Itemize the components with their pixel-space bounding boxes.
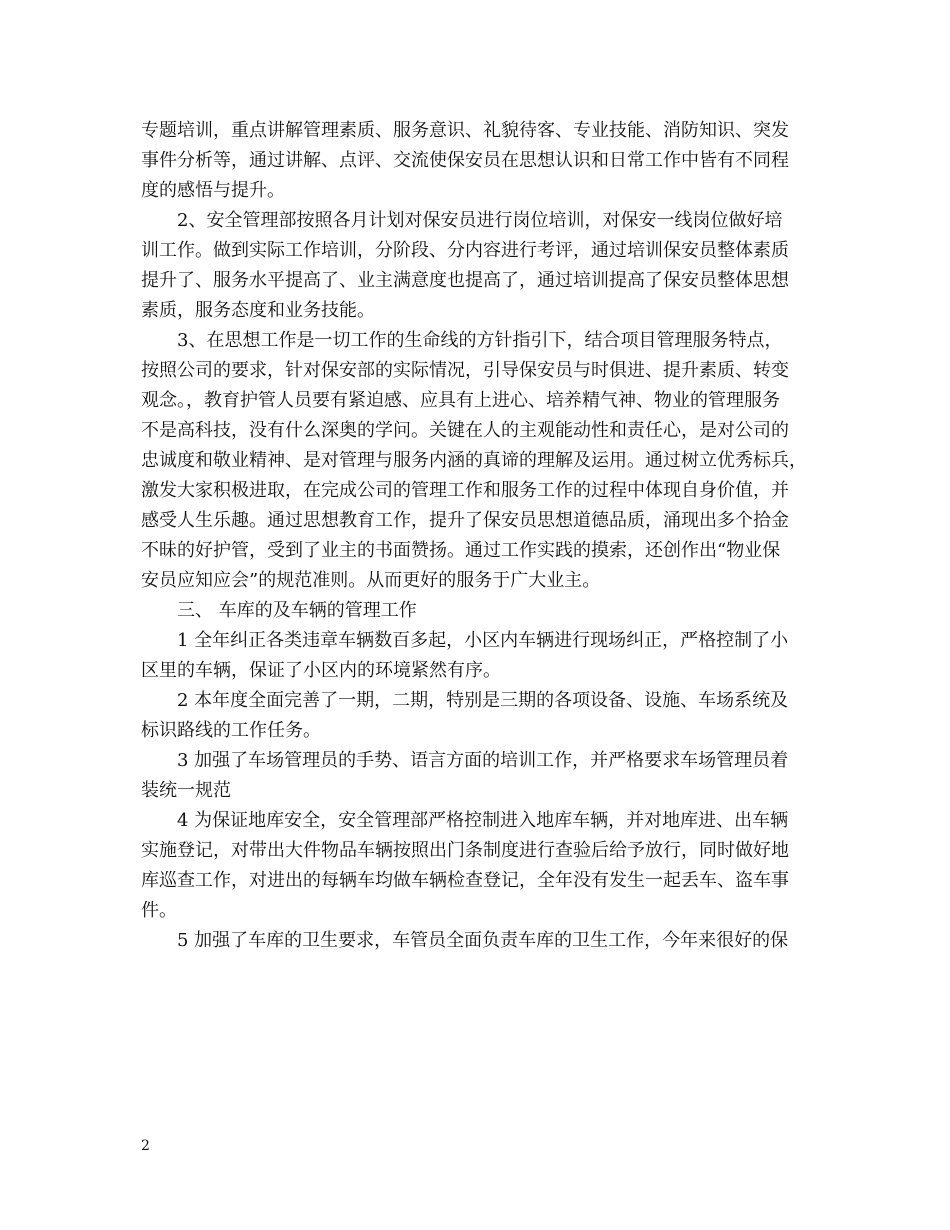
text-line: 按照公司的要求，针对保安部的实际情况，引导保安员与时俱进、提升素质、转变 — [141, 360, 789, 381]
text-line: 标识路线的工作任务。 — [141, 720, 321, 741]
text-line: 不是高科技，没有什么深奥的学问。关键在人的主观能动性和责任心，是对公司的 — [141, 420, 789, 441]
text-line: 装统一规范 — [141, 780, 231, 801]
text-line: 素质，服务态度和业务技能。 — [141, 300, 375, 321]
text-line: 2、安全管理部按照各月计划对保安员进行岗位培训，对保安一线岗位做好培 — [177, 210, 783, 231]
text-line: 件。 — [141, 900, 177, 921]
text-line: 实施登记，对带出大件物品车辆按照出门条制度进行查验后给予放行，同时做好地 — [141, 840, 789, 861]
text-line: 区里的车辆，保证了小区内的环境紧然有序。 — [141, 660, 501, 681]
text-line: 5 加强了车库的卫生要求，车管员全面负责车库的卫生工作，今年来很好的保 — [177, 930, 789, 951]
text-line: 事件分析等，通过讲解、点评、交流使保安员在思想认识和日常工作中皆有不同程 — [141, 150, 789, 171]
text-line: 忠诚度和敬业精神、是对管理与服务内涵的真谛的理解及运用。通过树立优秀标兵， — [141, 450, 807, 471]
text-line: 3、在思想工作是一切工作的生命线的方针指引下，结合项目管理服务特点， — [177, 330, 783, 351]
text-line: 专题培训，重点讲解管理素质、服务意识、礼貌待客、专业技能、消防知识、突发 — [141, 120, 789, 141]
text-line: 激发大家积极进取，在完成公司的管理工作和服务工作的过程中体现自身价值，并 — [141, 480, 789, 501]
text-line: 感受人生乐趣。通过思想教育工作，提升了保安员思想道德品质，涌现出多个拾金 — [141, 510, 789, 531]
text-line: 库巡查工作，对进出的每辆车均做车辆检查登记，全年没有发生一起丢车、盗车事 — [141, 870, 789, 891]
text-line: 2 本年度全面完善了一期，二期，特别是三期的各项设备、设施、车场系统及 — [177, 690, 789, 711]
text-line: 训工作。做到实际工作培训，分阶段、分内容进行考评，通过培训保安员整体素质 — [141, 240, 789, 261]
text-line: 提升了、服务水平提高了、业主满意度也提高了，通过培训提高了保安员整体思想 — [141, 270, 789, 291]
text-line: 1 全年纠正各类违章车辆数百多起，小区内车辆进行现场纠正，严格控制了小 — [177, 630, 789, 651]
text-line: 安员应知应会”的规范准则。从而更好的服务于广大业主。 — [141, 570, 601, 591]
text-line: 不昧的好护管，受到了业主的书面赞扬。通过工作实践的摸索，还创作出“物业保 — [141, 540, 781, 561]
document-body — [141, 116, 809, 956]
text-line: 3 加强了车场管理员的手势、语言方面的培训工作，并严格要求车场管理员着 — [177, 750, 789, 771]
text-line: 三、 车库的及车辆的管理工作 — [177, 600, 417, 621]
text-line: 度的感悟与提升。 — [141, 180, 285, 201]
page-number: 2 — [141, 1138, 150, 1154]
text-line: 4 为保证地库安全，安全管理部严格控制进入地库车辆，并对地库进、出车辆 — [177, 810, 789, 831]
text-line: 观念。，教育护管人员要有紧迫感、应具有上进心、培养精气神、物业的管理服务 — [141, 390, 780, 411]
